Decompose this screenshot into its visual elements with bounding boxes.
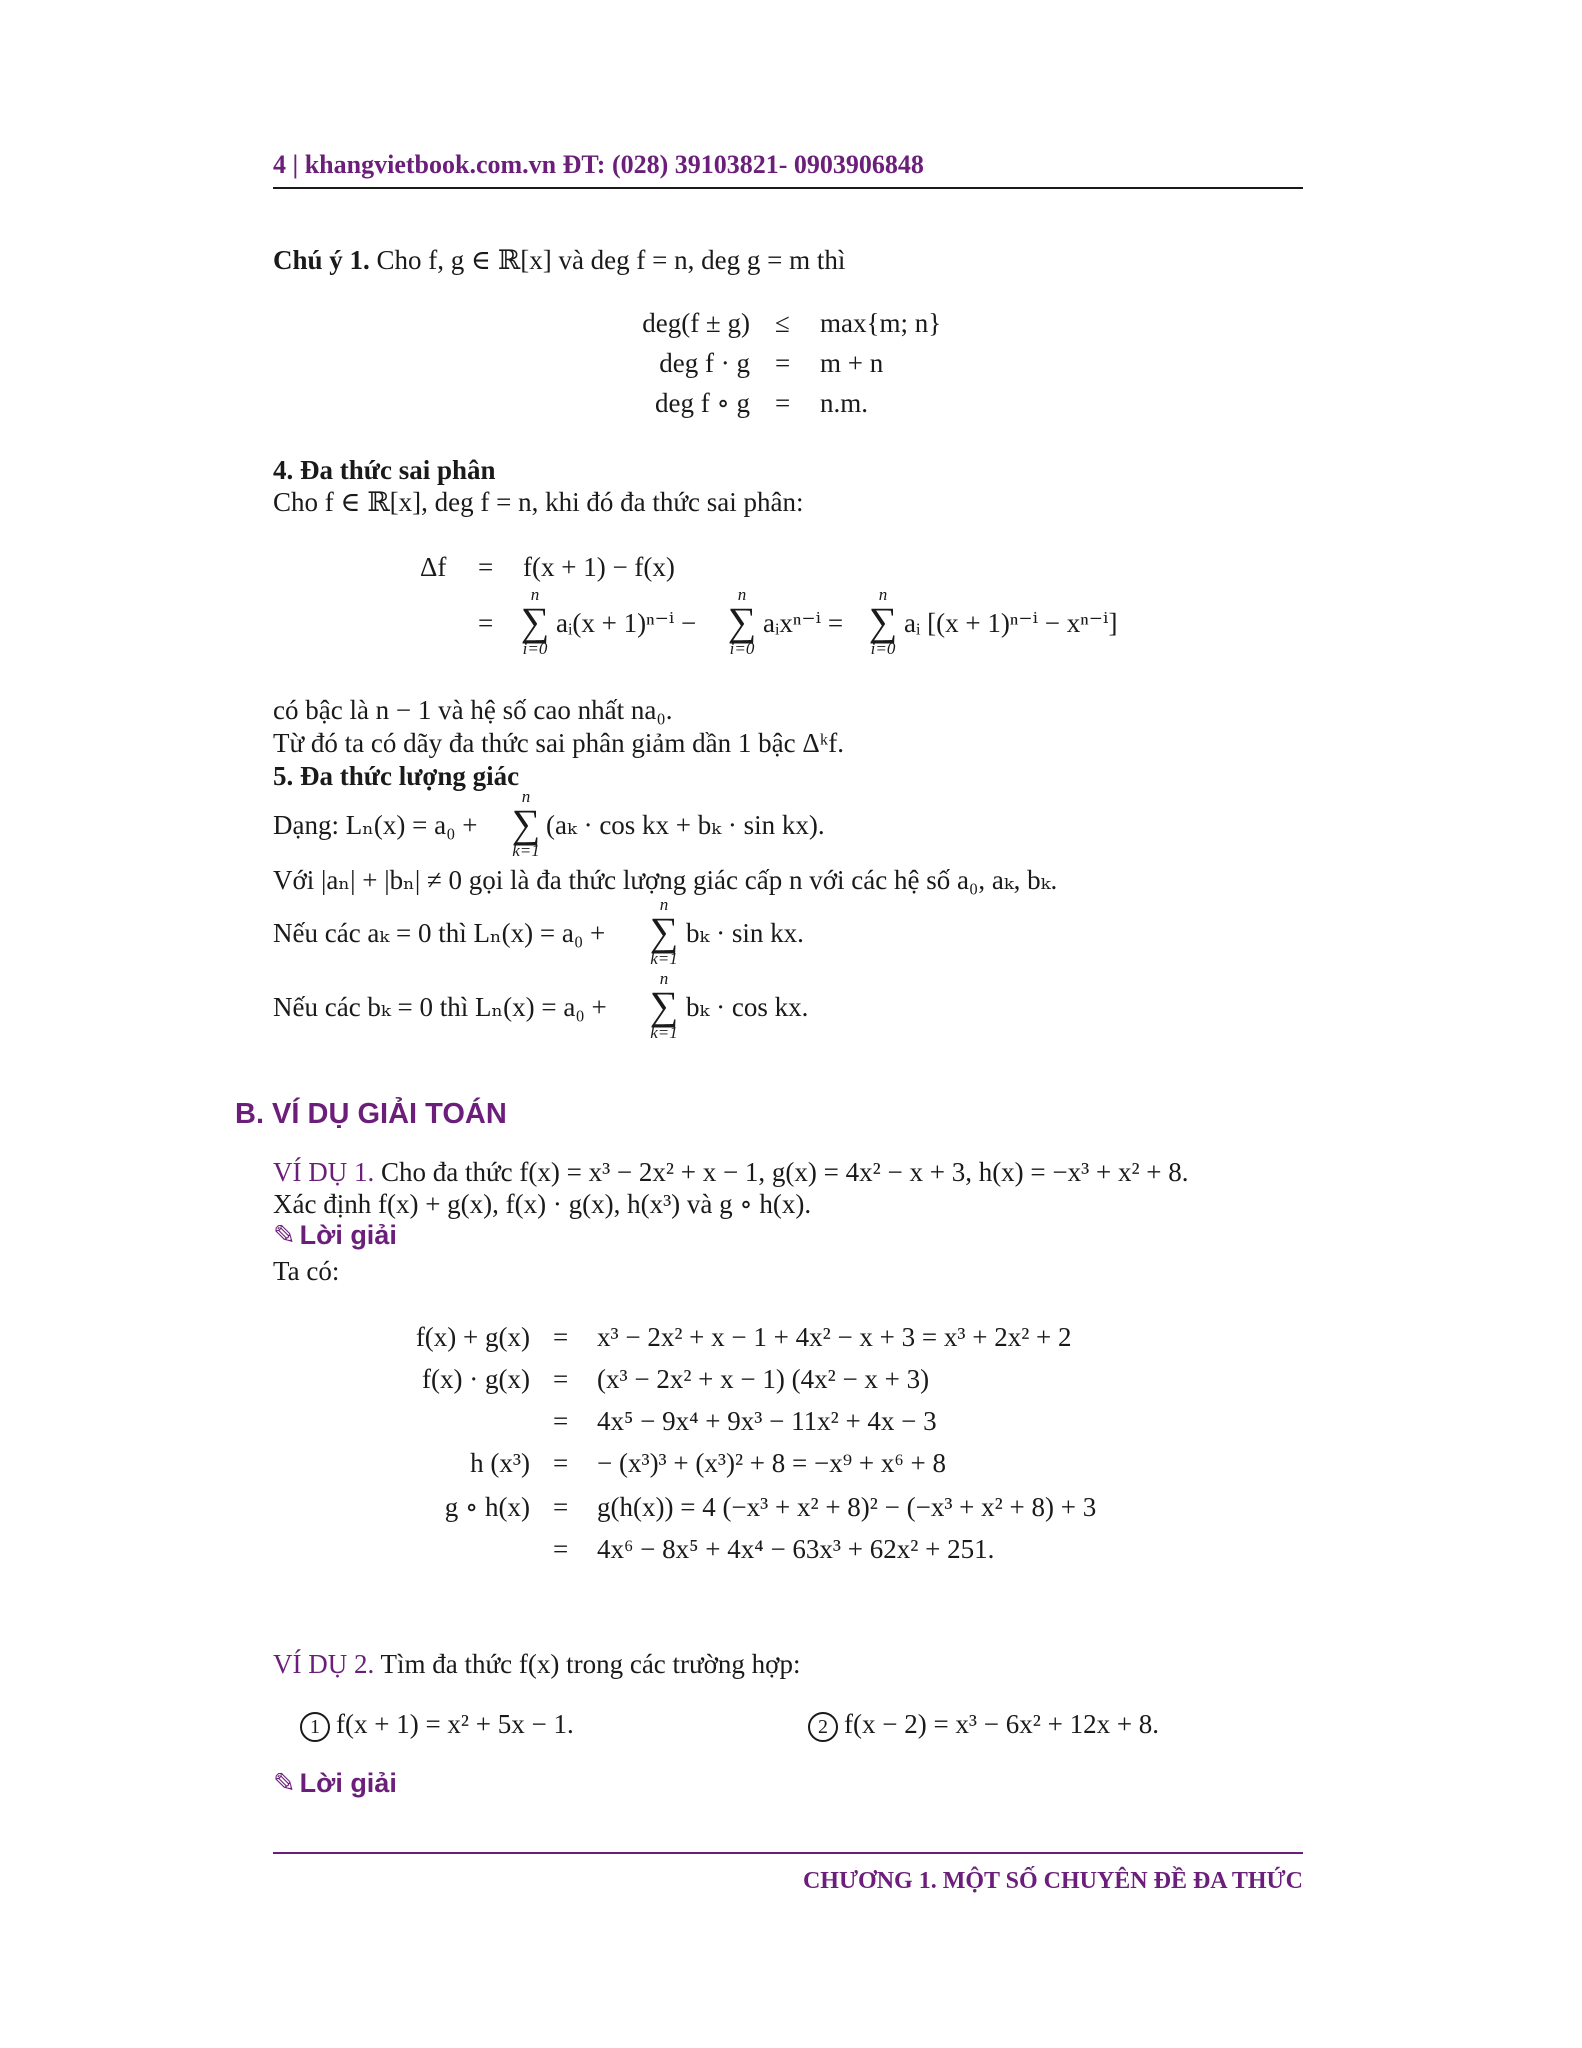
ex1-line-5-rhs: g(h(x)) = 4 (−x³ + x² + 8)² − (−x³ + x² + 8) + 3 <box>597 1492 1097 1522</box>
trig-line-3-pre: Nếu các aₖ = 0 thì Lₙ(x) = a₀ + <box>273 918 606 948</box>
trig-form-post: (aₖ · cos kx + bₖ · sin kx). <box>546 810 825 840</box>
trig-line-4-pre: Nếu các bₖ = 0 thì Lₙ(x) = a₀ + <box>273 992 607 1022</box>
deg-rule-1-lhs: deg(f ± g) <box>642 308 750 338</box>
ta-co: Ta có: <box>273 1256 340 1286</box>
deg-rule-1-op: ≤ <box>775 308 790 338</box>
trig-sum-3-sigma: ∑ <box>649 983 679 1028</box>
page-footer: CHƯƠNG 1. MỘT SỐ CHUYÊN ĐỀ ĐA THỨC <box>802 1868 1303 1894</box>
example-1-solution-heading <box>273 1220 397 1251</box>
sum-3-sigma: ∑ <box>868 599 898 644</box>
ex1-line-1-lhs: f(x) + g(x) <box>415 1322 530 1352</box>
trig-line-4-post: bₖ · cos kx. <box>686 992 809 1022</box>
sum-2-sigma: ∑ <box>727 599 757 644</box>
example-2-text: Tìm đa thức f(x) trong các trường hợp: <box>380 1649 801 1679</box>
trig-sum-2-sigma: ∑ <box>649 909 679 954</box>
page-header: 4 | khangvietbook.com.vn ĐT: (028) 39103821- 0903906848 <box>273 150 924 179</box>
trig-sum-2-top: n <box>659 895 669 914</box>
sum-1-top: n <box>530 585 540 604</box>
sum-1 <box>518 586 552 658</box>
ex1-line-1-rhs: x³ − 2x² + x − 1 + 4x² − x + 3 = x³ + 2x² + 2 <box>597 1322 1072 1352</box>
footer-divider <box>273 1852 1303 1854</box>
deg-rule-2-rhs: m + n <box>820 348 884 378</box>
case-1-number: 1 <box>300 1712 330 1742</box>
ex1-line-2-rhs: (x³ − 2x² + x − 1) (4x² − x + 3) <box>597 1364 930 1394</box>
sum-term-2: aᵢxⁿ⁻ⁱ = <box>763 608 844 638</box>
trig-line-2: Với |aₙ| + |bₙ| ≠ 0 gọi là đa thức lượng giác cấp n với các hệ số a₀, aₖ, bₖ. <box>273 865 1058 895</box>
section-4-title: 4. Đa thức sai phân <box>273 455 496 485</box>
header-divider <box>273 187 1303 189</box>
delta-f-op: = <box>478 552 494 582</box>
sum-term-1: aᵢ(x + 1)ⁿ⁻ⁱ − <box>556 608 697 638</box>
ex1-line-6-rhs: 4x⁶ − 8x⁵ + 4x⁴ − 63x³ + 62x² + 251. <box>597 1534 995 1564</box>
section-b-title: B. VÍ DỤ GIẢI TOÁN <box>235 1098 507 1130</box>
ex1-line-1-op: = <box>553 1322 569 1352</box>
section-4-intro: Cho f ∈ ℝ[x], deg f = n, khi đó đa thức sai phân: <box>273 487 804 517</box>
ex1-line-5-op: = <box>553 1492 569 1522</box>
trig-sum-bottom: k=1 <box>512 841 540 860</box>
sum-3 <box>866 586 900 658</box>
trig-sum-3 <box>646 970 682 1042</box>
note-1 <box>273 244 845 276</box>
ex1-line-2-op: = <box>553 1364 569 1394</box>
trig-line-3-post: bₖ · sin kx. <box>686 918 804 948</box>
example-1-label: VÍ DỤ 1. <box>273 1157 375 1187</box>
ex1-line-5-lhs: g ∘ h(x) <box>444 1492 530 1522</box>
section-4-after-2: Từ đó ta có dãy đa thức sai phân giảm dần 1 bậc Δᵏf. <box>273 728 844 758</box>
case-2 <box>808 1708 1159 1742</box>
case-1 <box>300 1708 574 1742</box>
trig-sum-top: n <box>521 787 531 806</box>
deg-rule-1-rhs: max{m; n} <box>820 308 942 338</box>
deg-rule-3-rhs: n.m. <box>820 388 869 418</box>
delta-f-rhs: f(x + 1) − f(x) <box>523 552 675 582</box>
solution-label: Lời giải <box>299 1220 397 1250</box>
sum-term-3: aᵢ [(x + 1)ⁿ⁻ⁱ − xⁿ⁻ⁱ] <box>904 608 1118 638</box>
section-4-after-1: có bậc là n − 1 và hệ số cao nhất na₀. <box>273 695 673 725</box>
sum-1-bottom: i=0 <box>522 639 548 658</box>
ex1-line-3-rhs: 4x⁵ − 9x⁴ + 9x³ − 11x² + 4x − 3 <box>597 1406 937 1436</box>
edit-icon: ✎ <box>273 1220 296 1250</box>
edit-icon: ✎ <box>273 1768 296 1798</box>
case-2-text: f(x − 2) = x³ − 6x² + 12x + 8. <box>844 1709 1160 1739</box>
example-2-label: VÍ DỤ 2. <box>273 1649 375 1679</box>
sum-3-top: n <box>878 585 888 604</box>
case-1-text: f(x + 1) = x² + 5x − 1. <box>336 1709 574 1739</box>
section-5-title: 5. Đa thức lượng giác <box>273 761 520 791</box>
ex1-line-4-rhs: − (x³)³ + (x³)² + 8 = −x⁹ + x⁶ + 8 <box>597 1448 947 1478</box>
sum-1-sigma: ∑ <box>520 599 550 644</box>
ex1-line-4-lhs: h (x³) <box>470 1448 530 1478</box>
sum-2-bottom: i=0 <box>729 639 755 658</box>
note-label: Chú ý 1. <box>273 245 370 275</box>
ex1-line-6-op: = <box>553 1534 569 1564</box>
solution-label: Lời giải <box>299 1768 397 1798</box>
trig-form-pre: Dạng: Lₙ(x) = a₀ + <box>273 810 478 840</box>
deg-rule-2-op: = <box>775 348 791 378</box>
case-2-number: 2 <box>808 1712 838 1742</box>
example-1-text-1: Cho đa thức f(x) = x³ − 2x² + x − 1, g(x) = 4x² − x + 3, h(x) = −x³ + x² + 8. <box>381 1157 1189 1187</box>
deg-rule-2-lhs: deg f · g <box>659 348 750 378</box>
example-1-text-2: Xác định f(x) + g(x), f(x) · g(x), h(x³) và g ∘ h(x). <box>273 1189 812 1219</box>
trig-sum-2-bottom: k=1 <box>650 949 678 968</box>
trig-sum-sigma: ∑ <box>511 801 541 846</box>
sum-3-bottom: i=0 <box>870 639 896 658</box>
deg-rule-3-lhs: deg f ∘ g <box>655 388 750 418</box>
delta-f-lhs: Δf <box>420 552 447 582</box>
sum-2 <box>725 586 759 658</box>
trig-sum-3-top: n <box>659 969 669 988</box>
example-2-statement <box>273 1648 800 1680</box>
ex1-line-3-op: = <box>553 1406 569 1436</box>
deg-rule-3-op: = <box>775 388 791 418</box>
note-text: Cho f, g ∈ ℝ[x] và deg f = n, deg g = m thì <box>376 245 846 275</box>
example-2-solution-heading <box>273 1768 397 1799</box>
ex1-line-2-lhs: f(x) · g(x) <box>422 1364 530 1394</box>
trig-sum-2 <box>646 896 682 968</box>
sum-2-top: n <box>737 585 747 604</box>
delta-f-op-2: = <box>478 608 494 638</box>
trig-sum-3-bottom: k=1 <box>650 1023 678 1042</box>
example-1-statement <box>273 1156 1189 1188</box>
ex1-line-4-op: = <box>553 1448 569 1478</box>
trig-sum <box>508 788 544 860</box>
